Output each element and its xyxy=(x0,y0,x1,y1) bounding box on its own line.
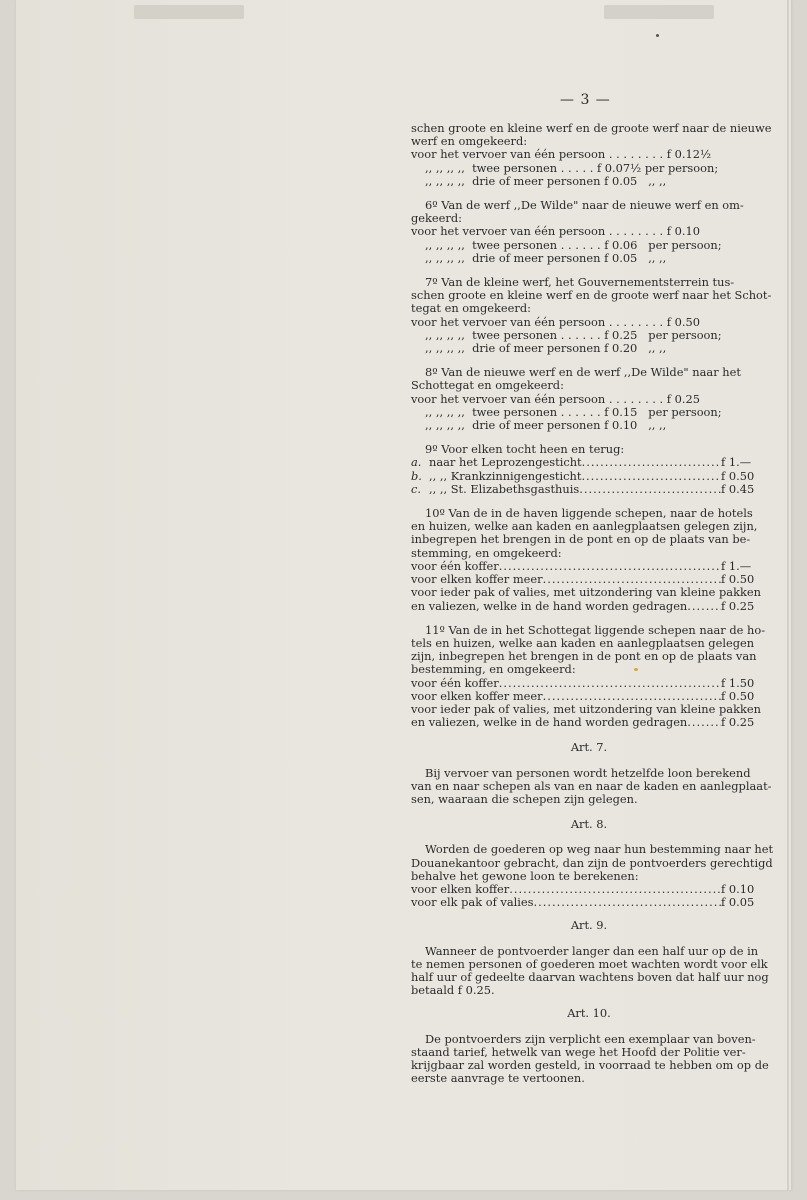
row-label: voor één koffer xyxy=(411,675,499,690)
paragraph-line: inbegrepen het brengen in de pont en op de plaats van be- xyxy=(411,532,751,547)
row-price: f 0.07½ xyxy=(596,160,642,175)
row-price: f 0.05 xyxy=(721,895,755,910)
paragraph-line: eerste aanvrage te vertoonen. xyxy=(411,1071,585,1086)
tariff-row xyxy=(411,600,767,613)
paragraph-line: behalve het gewone loon te berekenen: xyxy=(411,868,639,883)
row-price: f 0.06 xyxy=(604,237,638,252)
section-continuation xyxy=(411,121,772,188)
page-fold xyxy=(787,0,789,1190)
paper-spot xyxy=(656,34,659,37)
tariff-row: ,, ,, ,, ,, twee personen . . . . . . f 0.15 per persoon; xyxy=(425,404,722,419)
row-price: f 1.— xyxy=(721,558,752,573)
row-price: f 0.50 xyxy=(721,572,755,587)
row-prefix: voor het vervoer van xyxy=(411,314,531,329)
section-7 xyxy=(411,275,772,356)
paragraph-line: en huizen, welke aan kaden en aanlegplaatsen gelegen zijn, xyxy=(411,519,758,534)
row-label: voor één koffer xyxy=(411,558,499,573)
row-letter: b. xyxy=(411,468,422,483)
row-price: f 0.25 xyxy=(721,715,755,730)
row-price: f 0.10 xyxy=(721,881,755,896)
row-label: twee personen xyxy=(472,237,558,252)
section-10 xyxy=(411,507,767,613)
paragraph-line: gekeerd: xyxy=(411,211,462,226)
tape-strip-right xyxy=(604,5,714,19)
paragraph-line: Douanekantoor gebracht, dan zijn de pontvoerders gerechtigd xyxy=(411,855,773,870)
row-price: f 0.25 xyxy=(721,598,755,613)
article-7 xyxy=(411,740,772,806)
row-label: en valiezen, welke in de hand worden gedragen xyxy=(411,598,688,613)
paragraph-line: werf en omgekeerd: xyxy=(411,134,528,149)
paragraph-line: Bij vervoer van personen wordt hetzelfde loon berekend xyxy=(425,765,751,780)
article-9 xyxy=(411,919,767,997)
tariff-row xyxy=(411,896,767,909)
row-label: drie of meer personen xyxy=(472,341,601,356)
article-heading: Art. 10. xyxy=(567,1006,611,1021)
row-price: f 0.25 xyxy=(666,391,700,406)
row-label: en valiezen, welke in de hand worden gedragen xyxy=(411,715,688,730)
paragraph-line: van en naar schepen als van en naar de kaden en aanlegplaat- xyxy=(411,778,772,793)
tariff-row: ,, ,, ,, ,, twee personen . . . . . . f 0.06 per persoon; xyxy=(425,237,722,252)
paragraph-line: Wanneer de pontvoerder langer dan een half uur op de in xyxy=(425,943,759,958)
row-prefix: ,, ,, ,, ,, xyxy=(425,250,465,265)
row-suffix: ,, ,, xyxy=(648,418,667,433)
tariff-row xyxy=(411,175,767,188)
row-price: f 0.12½ xyxy=(666,147,712,162)
row-label: drie of meer personen xyxy=(472,418,601,433)
tariff-row xyxy=(411,677,767,690)
row-price: f 0.50 xyxy=(721,468,755,483)
row-label: voor elken koffer xyxy=(411,881,510,896)
paragraph-line: zijn, inbegrepen het brengen in de pont en op de plaats van xyxy=(411,649,757,664)
row-label: twee personen xyxy=(472,160,558,175)
tariff-row xyxy=(411,252,767,265)
row-price: f 0.05 xyxy=(604,250,638,265)
row-price: f 0.25 xyxy=(604,327,638,342)
paragraph-line: 7º Van de kleine werf, het Gouvernementsterrein tus- xyxy=(425,275,735,290)
paragraph-line: Worden de goederen op weg naar hun bestemming naar het xyxy=(425,842,774,857)
row-prefix: voor het vervoer van xyxy=(411,391,531,406)
tariff-row: voor het vervoer van één persoon . . . . . . . . f 0.25 xyxy=(411,391,700,406)
row-prefix: voor het vervoer van xyxy=(411,224,531,239)
row-letter: a. xyxy=(411,455,422,470)
row-price: f 0.50 xyxy=(666,314,700,329)
article-10 xyxy=(411,1007,767,1085)
row-label: twee personen xyxy=(472,327,558,342)
row-suffix: per persoon; xyxy=(648,404,722,419)
paragraph-line: 10º Van de in de haven liggende schepen, naar de hotels xyxy=(425,506,753,521)
paragraph-line: te nemen personen of goederen moet wachten wordt voor elk xyxy=(411,956,768,971)
tariff-row xyxy=(411,483,767,496)
article-8 xyxy=(411,817,774,910)
section-6 xyxy=(411,199,767,265)
paragraph-line: 8º Van de nieuwe werf en de werf ,,De Wilde" naar het xyxy=(425,365,741,380)
row-label: één persoon xyxy=(534,314,606,329)
paragraph-line: voor ieder pak of valies, met uitzondering van kleine pakken xyxy=(411,701,761,716)
row-label: drie of meer personen xyxy=(472,250,601,265)
row-label: voor elken koffer meer xyxy=(411,572,543,587)
tariff-row: ,, ,, ,, ,, twee personen . . . . . f 0.07½ per persoon; xyxy=(425,160,719,175)
row-price: f 1.— xyxy=(721,455,752,470)
text-column xyxy=(411,121,774,1086)
row-price: f 0.15 xyxy=(604,404,638,419)
row-price: f 0.10 xyxy=(666,224,700,239)
paragraph-line: tegat en omgekeerd: xyxy=(411,301,531,316)
row-suffix: ,, ,, xyxy=(648,250,667,265)
paragraph-line: krijgbaar zal worden gesteld, in voorraad te hebben om op de xyxy=(411,1057,769,1072)
tape-strip-left xyxy=(134,5,244,19)
article-heading: Art. 9. xyxy=(570,918,608,933)
row-prefix: ,, ,, ,, ,, xyxy=(425,173,465,188)
tariff-row xyxy=(411,342,767,355)
row-label: twee personen xyxy=(472,404,558,419)
article-heading: Art. 7. xyxy=(570,740,608,755)
tariff-row xyxy=(411,690,767,703)
row-prefix: ,, ,, ,, ,, xyxy=(425,237,465,252)
section-11 xyxy=(411,624,767,730)
paragraph-line: 9º Voor elken tocht heen en terug: xyxy=(425,442,625,457)
row-label: één persoon xyxy=(534,391,606,406)
row-price: f 0.10 xyxy=(604,418,638,433)
row-prefix: ,, ,, ,, ,, xyxy=(425,327,465,342)
tariff-row: voor het vervoer van één persoon . . . . . . . . f 0.10 xyxy=(411,224,700,239)
tariff-row xyxy=(411,470,767,483)
row-suffix: ,, ,, xyxy=(648,173,667,188)
paragraph-line: stemming, en omgekeerd: xyxy=(411,545,562,560)
paragraph-line: betaald f 0.25. xyxy=(411,983,495,998)
row-suffix: per persoon; xyxy=(644,160,719,175)
row-price: f 0.05 xyxy=(604,173,638,188)
row-prefix: ,, ,, ,, ,, xyxy=(425,160,465,175)
paragraph-line: 11º Van de in het Schottegat liggende schepen naar de ho- xyxy=(425,622,766,637)
tariff-row xyxy=(411,419,767,432)
row-label: één persoon xyxy=(534,147,606,162)
row-prefix: ,, ,, ,, ,, xyxy=(425,404,465,419)
section-8 xyxy=(411,366,767,432)
paragraph-line: sen, waaraan die schepen zijn gelegen. xyxy=(411,791,638,806)
page-number: — 3 — xyxy=(560,92,611,108)
row-price: f 0.45 xyxy=(721,481,755,496)
tariff-row: voor het vervoer van één persoon . . . . . . . . f 0.12½ xyxy=(411,147,712,162)
paragraph-line: tels en huizen, welke aan kaden en aanlegplaatsen gelegen xyxy=(411,635,755,650)
row-label: voor elken koffer meer xyxy=(411,688,543,703)
paragraph-line: staand tarief, hetwelk van wege het Hoofd der Politie ver- xyxy=(411,1044,746,1059)
row-label: naar het Leprozengesticht xyxy=(429,455,582,470)
row-prefix: voor het vervoer van xyxy=(411,147,531,162)
row-label: ,, ,, Krankzinnigengesticht xyxy=(429,468,582,483)
paragraph-line: half uur of gedeelte daarvan wachtens boven dat half uur nog xyxy=(411,969,769,984)
row-price: f 0.50 xyxy=(721,688,755,703)
paragraph-line: bestemming, en omgekeerd: xyxy=(411,662,576,677)
row-price: f 1.50 xyxy=(721,675,755,690)
tariff-row xyxy=(411,716,767,729)
section-9 xyxy=(411,443,767,496)
row-label: één persoon xyxy=(534,224,606,239)
row-prefix: ,, ,, ,, ,, xyxy=(425,341,465,356)
paragraph-line: 6º Van de werf ,,De Wilde" naar de nieuwe werf en om- xyxy=(425,198,744,213)
row-suffix: per persoon; xyxy=(648,237,722,252)
row-label: ,, ,, St. Elizabethsgasthuis xyxy=(429,481,580,496)
paragraph-line: Schottegat en omgekeerd: xyxy=(411,378,564,393)
row-letter: c. xyxy=(411,481,422,496)
tariff-row xyxy=(411,456,767,469)
tariff-row: voor het vervoer van één persoon . . . . . . . . f 0.50 xyxy=(411,314,700,329)
row-label: drie of meer personen xyxy=(472,173,601,188)
row-price: f 0.20 xyxy=(604,341,638,356)
tariff-row: ,, ,, ,, ,, twee personen . . . . . . f 0.25 per persoon; xyxy=(425,327,722,342)
row-label: voor elk pak of valies xyxy=(411,895,534,910)
row-suffix: ,, ,, xyxy=(648,341,667,356)
paragraph-line: schen groote en kleine werf en de groote werf naar het Schot- xyxy=(411,288,772,303)
article-heading: Art. 8. xyxy=(570,817,608,832)
paragraph-line: voor ieder pak of valies, met uitzondering van kleine pakken xyxy=(411,585,761,600)
row-suffix: per persoon; xyxy=(648,327,722,342)
row-prefix: ,, ,, ,, ,, xyxy=(425,418,465,433)
paragraph-line: De pontvoerders zijn verplicht een exemplaar van boven- xyxy=(425,1031,756,1046)
paragraph-line: schen groote en kleine werf en de groote werf naar de nieuwe xyxy=(411,121,772,135)
